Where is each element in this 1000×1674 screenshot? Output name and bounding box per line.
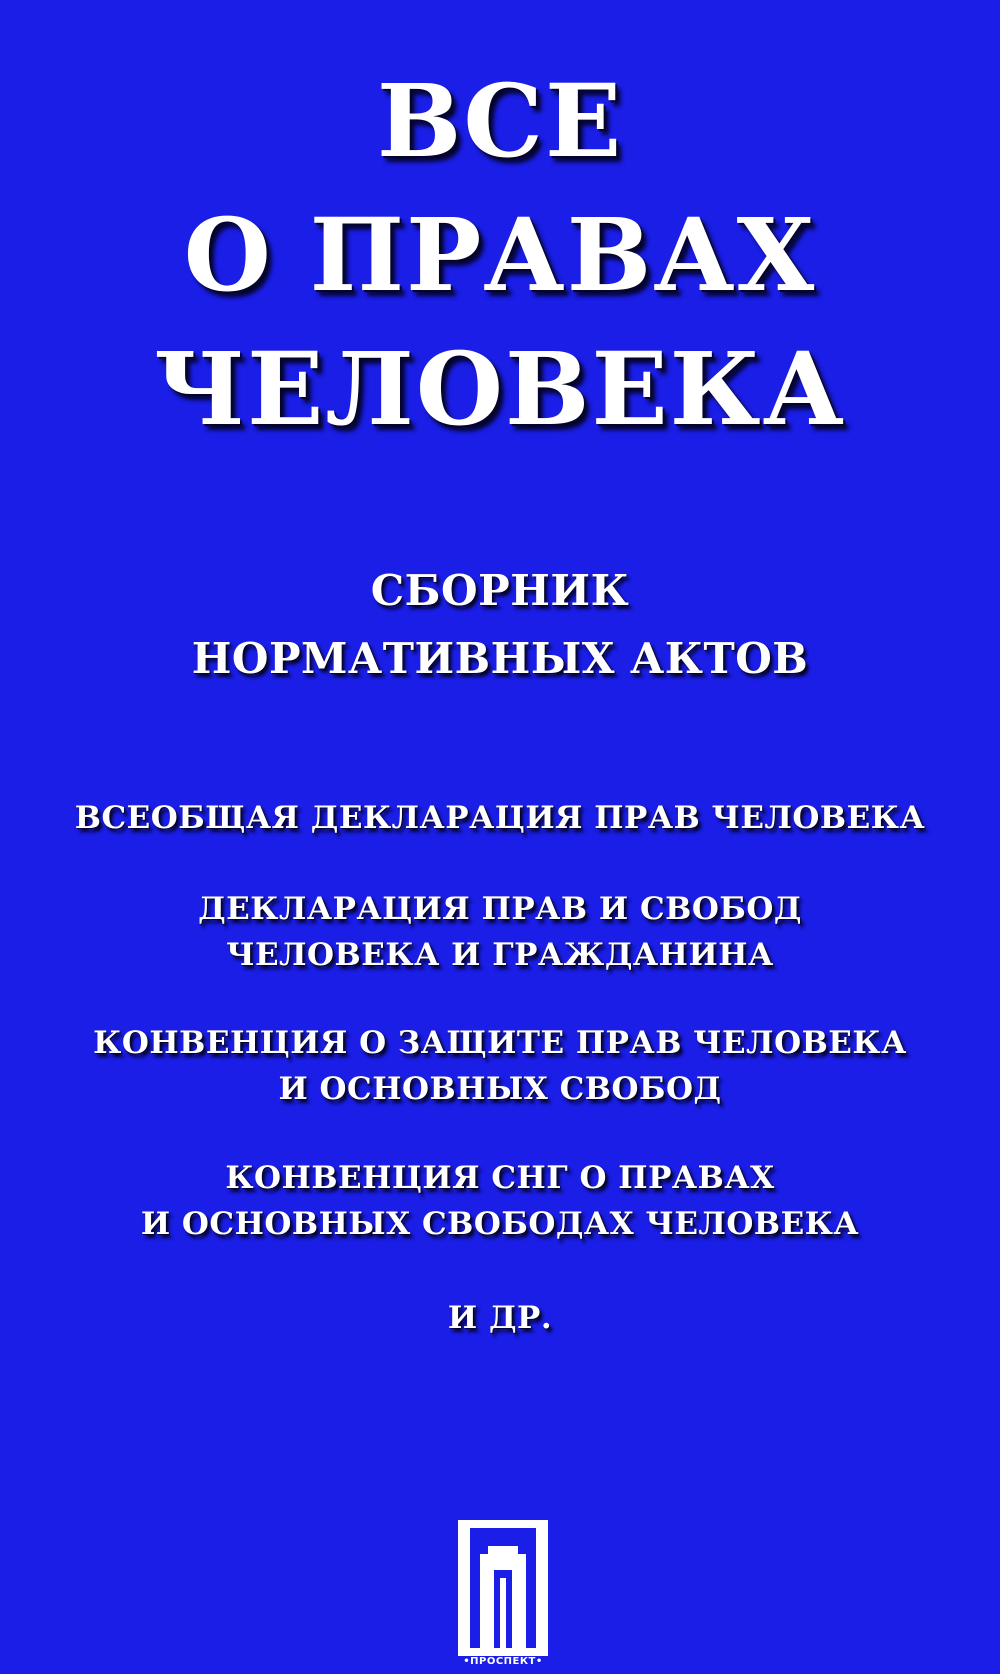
contents-item-2-line-2: ЧЕЛОВЕКА И ГРАЖДАНИНА bbox=[226, 937, 774, 973]
title-line-2: О ПРАВАХ bbox=[183, 196, 817, 314]
contents-item-1-line-1: ВСЕОБЩАЯ ДЕКЛАРАЦИЯ ПРАВ ЧЕЛОВЕКА bbox=[74, 800, 926, 836]
contents-item-3-line-1: КОНВЕНЦИЯ О ЗАЩИТЕ ПРАВ ЧЕЛОВЕКА bbox=[93, 1025, 907, 1061]
contents-item-3-line-2: И ОСНОВНЫХ СВОБОД bbox=[278, 1071, 722, 1107]
publisher-logo bbox=[458, 1520, 548, 1670]
publisher-arch-icon bbox=[458, 1520, 548, 1656]
title-line-1: ВСЕ bbox=[376, 62, 624, 180]
contents-item-4-line-2: И ОСНОВНЫХ СВОБОДАХ ЧЕЛОВЕКА bbox=[140, 1206, 860, 1242]
title-line-3: ЧЕЛОВЕКА bbox=[153, 330, 847, 448]
publisher-name: •ПРОСПЕКТ• bbox=[463, 1656, 543, 1667]
contents-item-5-line-1: И ДР. bbox=[447, 1300, 553, 1336]
subtitle-line-1: СБОРНИК bbox=[370, 566, 630, 615]
contents-item-2-line-1: ДЕКЛАРАЦИЯ ПРАВ И СВОБОД bbox=[198, 891, 802, 927]
contents-item-4-line-1: КОНВЕНЦИЯ СНГ О ПРАВАХ bbox=[225, 1160, 775, 1196]
subtitle-line-2: НОРМАТИВНЫХ АКТОВ bbox=[191, 634, 809, 683]
